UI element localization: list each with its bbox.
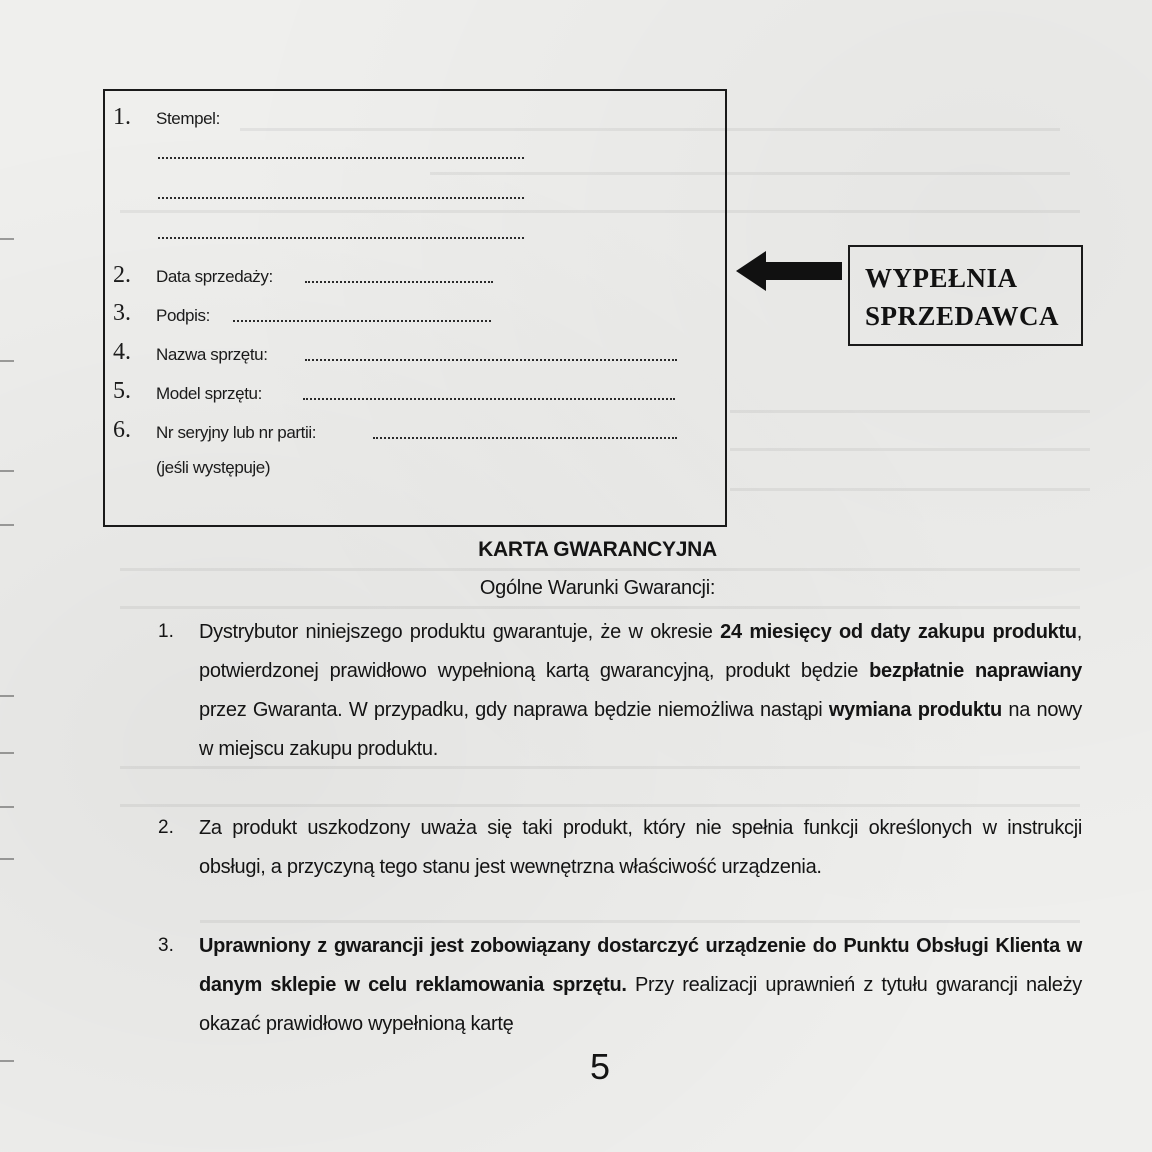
stamp-field[interactable] <box>158 157 524 159</box>
signature-field[interactable] <box>233 320 491 322</box>
seller-note-line2: SPRZEDAWCA <box>865 301 1060 331</box>
condition-number: 2. <box>158 817 174 838</box>
document-title: KARTA GWARANCYJNA <box>478 538 717 561</box>
text-segment-bold: 24 miesięcy od daty zakupu produktu <box>720 621 1077 643</box>
edge-mark <box>0 695 14 697</box>
condition-2-text <box>199 809 1082 887</box>
text-segment: Dystrybutor niniejszego produktu gwarantuje, że w okresie <box>199 621 721 643</box>
field-number: 1. <box>113 104 131 130</box>
text-segment: Przy realizacji uprawnień z tytułu gwarancji należy okazać prawidłowo wypełnioną kartę <box>199 974 1082 1035</box>
serial-number-note: (jeśli występuje) <box>156 458 271 477</box>
bleed-through <box>730 448 1090 451</box>
condition-number: 1. <box>158 621 174 642</box>
edge-mark <box>0 238 14 240</box>
device-name-label: Nazwa sprzętu: <box>156 345 268 364</box>
stamp-label: Stempel: <box>156 109 220 128</box>
page-number: 5 <box>589 1046 611 1087</box>
text-segment-bold: bezpłatnie naprawiany <box>869 660 1082 682</box>
condition-3-text <box>199 927 1082 1044</box>
edge-mark <box>0 752 14 754</box>
arrow-shaft <box>764 262 842 280</box>
field-number: 2. <box>113 262 131 288</box>
text-segment: przez Gwaranta. W przypadku, gdy naprawa będzie niemożliwa nastąpi <box>199 699 829 721</box>
signature-label: Podpis: <box>156 306 210 325</box>
stamp-field[interactable] <box>158 237 524 239</box>
edge-mark <box>0 524 14 526</box>
sale-date-field[interactable] <box>305 281 493 283</box>
field-number: 6. <box>113 417 131 443</box>
bleed-through <box>120 606 1080 609</box>
edge-mark <box>0 360 14 362</box>
field-number: 4. <box>113 339 131 365</box>
bleed-through <box>730 410 1090 413</box>
sale-date-label: Data sprzedaży: <box>156 267 273 286</box>
text-segment: , potwierdzonej prawidłowo wypełnioną kartą gwarancyjną, produkt będzie <box>199 621 1082 682</box>
edge-mark <box>0 858 14 860</box>
bleed-through <box>120 804 1080 807</box>
bleed-through <box>120 568 1080 571</box>
document-subtitle: Ogólne Warunki Gwarancji: <box>479 577 716 599</box>
text-segment-bold: wymiana produktu <box>828 699 1002 721</box>
stamp-field[interactable] <box>158 197 524 199</box>
edge-mark <box>0 806 14 808</box>
field-number: 3. <box>113 300 131 326</box>
bleed-through <box>730 488 1090 491</box>
seller-form-box <box>103 89 727 527</box>
text-segment-bold: Uprawniony z gwarancji jest zobowiązany dostarczyć urządzenie do Punktu Obsługi Klienta w danym sklepie w celu reklamowania sprzętu. <box>199 935 1082 996</box>
arrow-left-icon <box>736 251 766 291</box>
serial-number-label: Nr seryjny lub nr partii: <box>156 423 317 442</box>
device-model-field[interactable] <box>303 398 675 400</box>
text-segment: na nowy w miejscu zakupu produktu. <box>199 699 1082 760</box>
bleed-through <box>200 920 1080 923</box>
seller-note-line1: WYPEŁNIA <box>865 263 1018 293</box>
seller-note-box <box>848 245 1083 346</box>
condition-number: 3. <box>158 935 174 956</box>
device-name-field[interactable] <box>305 359 677 361</box>
condition-1-text <box>199 613 1082 769</box>
field-number: 5. <box>113 378 131 404</box>
edge-mark <box>0 470 14 472</box>
text-segment: Za produkt uszkodzony uważa się taki produkt, który nie spełnia funkcji określonych w instrukcji obsługi, a przyczyną tego stanu jest wewnętrzna właściwość urządzenia. <box>199 817 1082 878</box>
device-model-label: Model sprzętu: <box>156 384 262 403</box>
serial-number-field[interactable] <box>373 437 677 439</box>
